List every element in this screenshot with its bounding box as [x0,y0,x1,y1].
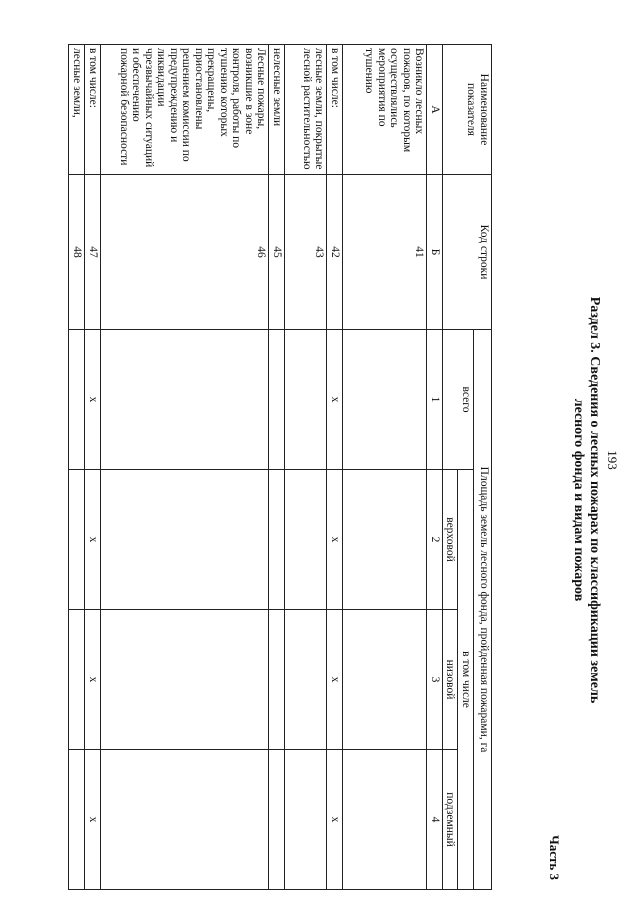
column-letters-row [427,45,443,890]
row-name: лесные земли, [69,45,85,175]
cell-total: х [327,330,343,470]
cell-ground [269,610,285,750]
row-code: 45 [269,175,285,330]
fire-statistics-table [69,44,493,890]
row-name: Лесные пожары, возникшие в зоне контроля, работы по тушению которых прекращены, приостановлены решением комиссии по предупреждению и ликвидации чрезвычайных ситуаций и обеспечению пожарной безопасности [101,45,269,175]
row-code: 41 [343,175,427,330]
column-letter: 2 [427,470,443,610]
cell-total [101,330,269,470]
column-letter: А [427,45,443,175]
row-code: 43 [285,175,327,330]
cell-underground: х [85,750,101,890]
cell-underground [101,750,269,890]
cell-ground [343,610,427,750]
row-code: 48 [69,175,85,330]
cell-underground: х [327,750,343,890]
cell-crown: х [327,470,343,610]
column-letter: 4 [427,750,443,890]
cell-total: х [85,330,101,470]
cell-crown [101,470,269,610]
header-including: в том числе [458,470,474,890]
row-name: нелесные земли [269,45,285,175]
row-name: в том числе: [327,45,343,175]
cell-ground: х [327,610,343,750]
header-area: Площадь земель лесного фонда, пройденная пожарами, га [474,330,492,890]
header-total: всего [443,330,474,470]
cell-ground [101,610,269,750]
table-row [85,45,101,890]
cell-total [69,330,85,470]
row-code: 46 [101,175,269,330]
cell-underground [285,750,327,890]
table-row [343,45,427,890]
table-row [101,45,269,890]
cell-total [343,330,427,470]
cell-crown [285,470,327,610]
column-letter: 3 [427,610,443,750]
cell-crown [269,470,285,610]
cell-ground: х [85,610,101,750]
cell-total [285,330,327,470]
row-name: в том числе: [85,45,101,175]
cell-ground [285,610,327,750]
section-title [570,200,602,800]
cell-crown [69,470,85,610]
table-row [69,45,85,890]
section-title-line-2: лесного фонда и видам пожаров [571,398,586,602]
section-title-line-1: Раздел 3. Сведения о лесных пожарах по классификации земель [587,296,602,704]
cell-crown: х [85,470,101,610]
table-row [269,45,285,890]
cell-ground [69,610,85,750]
cell-crown [343,470,427,610]
row-code: 42 [327,175,343,330]
header-name: Наименование показателя [443,45,492,175]
header-ground: низовой [443,610,459,750]
row-name: лесные земли, покрытые лесной растительностью [285,45,327,175]
row-code: 47 [85,175,101,330]
page-number: 193 [605,450,620,470]
cell-underground [343,750,427,890]
table-row [327,45,343,890]
header-underground: подземный [443,750,459,890]
row-name: Возникло лесных пожаров, по которым осуществлялись мероприятия по тушению [343,45,427,175]
cell-underground [69,750,85,890]
column-letter: Б [427,175,443,330]
table-row [285,45,327,890]
cell-underground [269,750,285,890]
part-label: Часть 3 [547,835,562,880]
header-code: Код строки [443,175,492,330]
header-crown: верховой [443,470,459,610]
cell-total [269,330,285,470]
column-letter: 1 [427,330,443,470]
